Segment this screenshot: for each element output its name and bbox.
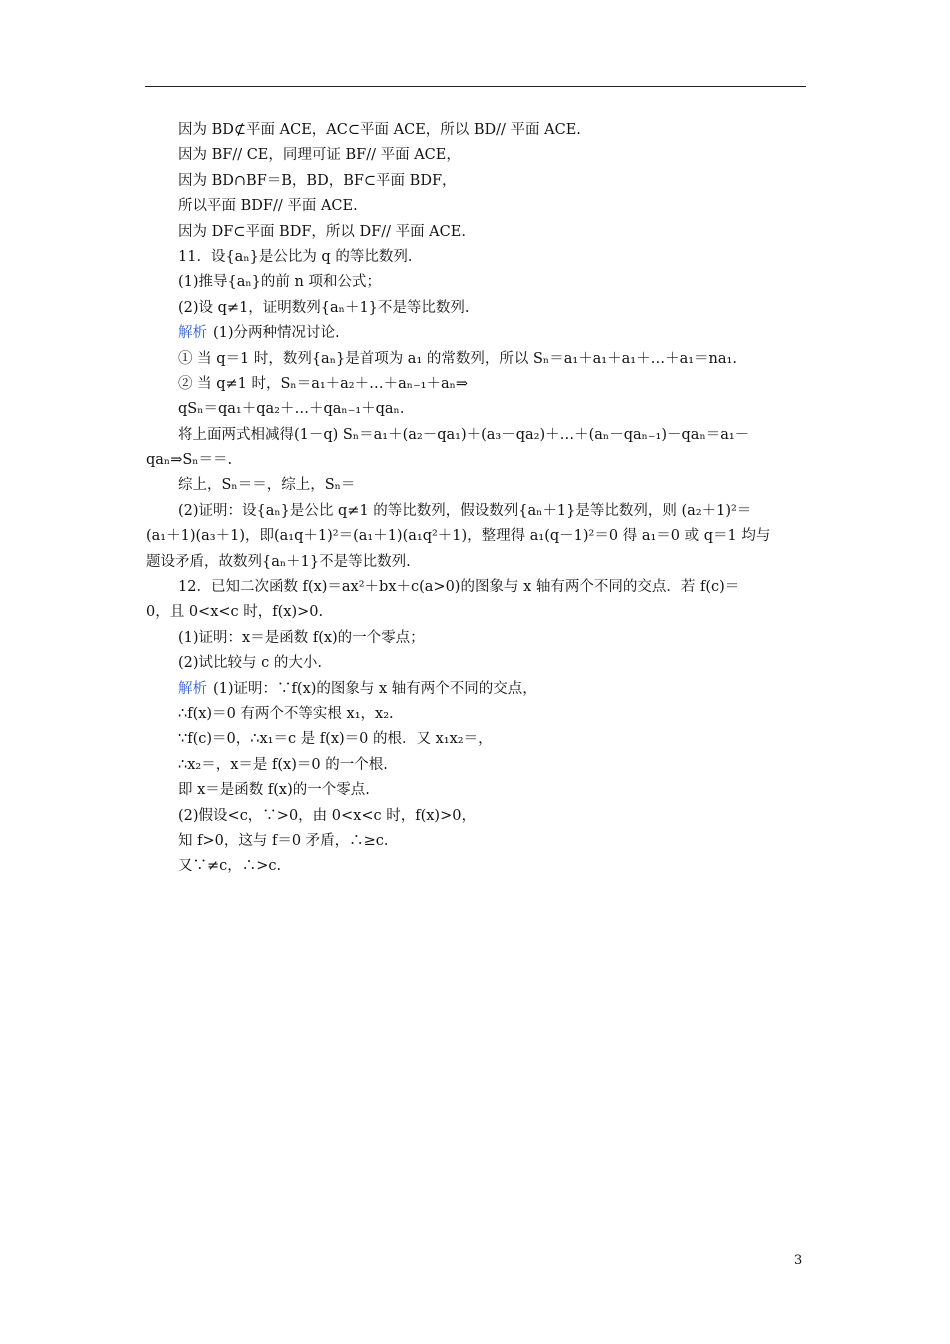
text-line: [146, 397, 806, 422]
line-text: (1)推导{aₙ}的前 n 项和公式；: [178, 274, 381, 291]
line-text: ∴f(x)＝0 有两个不等实根 x₁，x₂.: [178, 705, 394, 722]
analysis-label: 解析: [178, 325, 207, 342]
text-line: [146, 727, 806, 752]
text-line: [146, 296, 806, 321]
line-text: (2)试比较与 c 的大小.: [178, 655, 322, 672]
line-text: (1)分两种情况讨论.: [213, 325, 340, 342]
line-text: 即 x＝是函数 f(x)的一个零点.: [178, 782, 370, 799]
line-text: 综上，Sₙ＝＝，综上，Sₙ＝: [178, 477, 356, 494]
text-line: [146, 550, 806, 575]
text-line: [146, 270, 806, 295]
text-line: [146, 854, 806, 879]
text-line: [146, 651, 806, 676]
line-text: 因为 BD⊄平面 ACE，AC⊂平面 ACE，所以 BD// 平面 ACE.: [178, 122, 581, 138]
line-text: 0，且 0<x<c 时，f(x)>0.: [146, 604, 324, 621]
line-text: qaₙ⇒Sₙ＝＝.: [146, 452, 233, 469]
text-line: [146, 143, 806, 168]
text-line: [146, 524, 806, 549]
line-text: ∵f(c)＝0，∴x₁＝c 是 f(x)＝0 的根．又 x₁x₂＝，: [178, 731, 493, 748]
text-line: [146, 347, 806, 372]
line-text: 知 f>0，这与 f＝0 矛盾，∴≥c.: [178, 832, 389, 849]
line-text: 11．设{aₙ}是公比为 q 的等比数列.: [178, 248, 413, 265]
text-line: [146, 372, 806, 397]
line-text: 因为 BD∩BF＝B，BD，BF⊂平面 BDF，: [178, 172, 457, 189]
text-line: [146, 778, 806, 803]
line-text: (2)设 q≠1，证明数列{aₙ＋1}不是等比数列.: [178, 299, 470, 316]
line-text: ① 当 q＝1 时，数列{aₙ}是首项为 a₁ 的常数列，所以 Sₙ＝a₁＋a₁＋a₁＋…＋a₁＝na₁.: [178, 350, 737, 367]
text-line: [146, 169, 806, 194]
page-number: 3: [794, 1253, 803, 1268]
line-text: (a₁＋1)(a₃＋1)，即(a₁q＋1)²＝(a₁＋1)(a₁q²＋1)，整理得 a₁(q－1)²＝0 得 a₁＝0 或 q＝1 均与: [146, 528, 771, 545]
text-line: [146, 626, 806, 651]
text-line: [146, 753, 806, 778]
line-text: (2)假设<c，∵>0，由 0<x<c 时，f(x)>0，: [178, 807, 476, 824]
text-line: [146, 245, 806, 270]
line-text: (1)证明：x＝是函数 f(x)的一个零点；: [178, 629, 425, 646]
header-rule: [145, 86, 806, 87]
text-line: [146, 499, 806, 524]
line-text: qSₙ＝qa₁＋qa₂＋…＋qaₙ₋₁＋qaₙ.: [178, 401, 405, 418]
text-line: [146, 118, 806, 143]
text-line: [146, 473, 806, 498]
line-text: (2)证明：设{aₙ}是公比 q≠1 的等比数列，假设数列{aₙ＋1}是等比数列，则 (a₂＋1)²＝: [178, 502, 752, 519]
text-line: [146, 194, 806, 219]
text-line: [146, 448, 806, 473]
text-line: [146, 575, 806, 600]
text-line: [146, 600, 806, 625]
text-line: [146, 321, 806, 346]
line-text: 将上面两式相减得(1－q) Sₙ＝a₁＋(a₂－qa₁)＋(a₃－qa₂)＋…＋(aₙ－qaₙ₋₁)－qaₙ＝a₁－: [178, 426, 750, 443]
line-text: 题设矛盾，故数列{aₙ＋1}不是等比数列.: [146, 553, 411, 570]
line-text: ② 当 q≠1 时，Sₙ＝a₁＋a₂＋…＋aₙ₋₁＋aₙ⇒: [178, 375, 469, 392]
text-line: [146, 829, 806, 854]
document-body: [146, 118, 806, 880]
text-line: [146, 804, 806, 829]
text-line: [146, 220, 806, 245]
line-text: 12．已知二次函数 f(x)＝ax²＋bx＋c(a>0)的图象与 x 轴有两个不同的交点．若 f(c)＝: [178, 579, 740, 596]
analysis-label: 解析: [178, 680, 207, 697]
line-text: (1)证明：∵f(x)的图象与 x 轴有两个不同的交点，: [213, 680, 537, 697]
text-line: [146, 423, 806, 448]
line-text: 所以平面 BDF// 平面 ACE.: [178, 198, 358, 215]
line-text: ∴x₂＝，x＝是 f(x)＝0 的一个根.: [178, 756, 388, 773]
text-line: [146, 702, 806, 727]
line-text: 因为 BF// CE，同理可证 BF// 平面 ACE，: [178, 147, 461, 164]
line-text: 因为 DF⊂平面 BDF，所以 DF// 平面 ACE.: [178, 223, 466, 240]
text-line: [146, 677, 806, 702]
line-text: 又∵≠c，∴>c.: [178, 858, 282, 875]
